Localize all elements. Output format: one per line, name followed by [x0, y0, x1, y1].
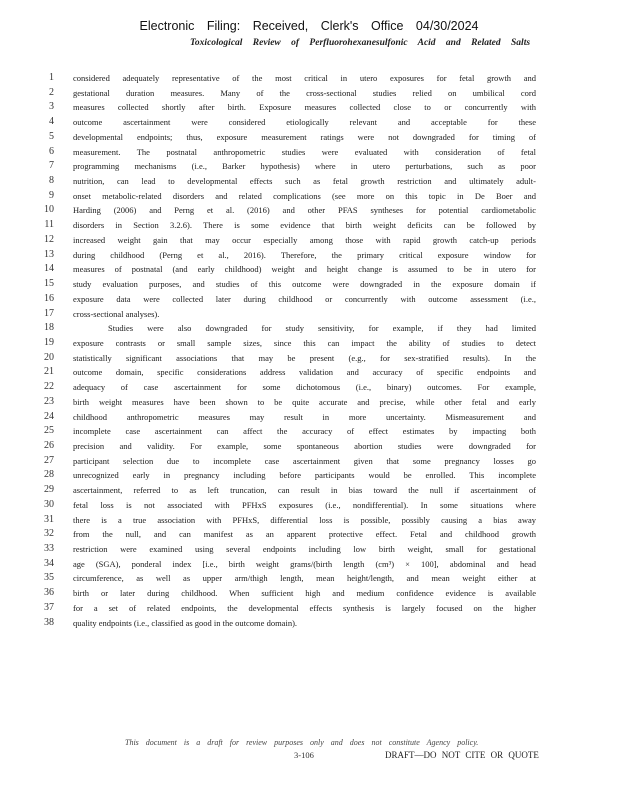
document-line	[0, 513, 618, 528]
line-text: nutrition, can lead to developmental effects such as fetal growth restriction and ultimately adult-	[73, 176, 536, 187]
line-text: measures collected shortly after birth. Exposure measures collected close to or concurrently with	[73, 102, 536, 113]
document-line	[0, 100, 618, 115]
filing-stamp: Electronic Filing: Received, Clerk's Office 04/30/2024	[139, 19, 479, 33]
line-text: birth weight measures have been shown to be quite accurate and precise, while other fetal and early	[73, 396, 536, 407]
document-line	[0, 527, 618, 542]
document-line	[0, 380, 618, 395]
line-text: childhood anthropometric measures may result in more uncertainty. Mismeasurement and	[73, 411, 536, 422]
line-text: measurement. The postnatal anthropometric studies were evaluated with consideration of fetal	[73, 146, 536, 157]
document-line	[0, 115, 618, 130]
line-number: 20	[44, 351, 54, 363]
line-text: circumference, as well as upper arm/thigh length, mean height/length, and mean weight either at	[73, 573, 536, 584]
line-number: 5	[49, 130, 54, 142]
line-text: Studies were also downgraded for study sensitivity, for example, if they had limited	[108, 323, 536, 334]
document-line	[0, 130, 618, 145]
line-text: exposure data were collected later during childhood or concurrently with outcome assessment (i.e.,	[73, 293, 536, 304]
line-text: adequacy of case ascertainment for some dichotomous (i.e., binary) outcomes. For example,	[73, 382, 536, 393]
line-text: birth or later during childhood. When sufficient high and medium confidence evidence is available	[73, 588, 536, 599]
document-line	[0, 203, 618, 218]
line-number: 8	[49, 175, 54, 187]
page-number: 3-106	[294, 750, 314, 760]
line-number: 18	[44, 322, 54, 334]
document-line	[0, 307, 618, 322]
document-line	[0, 145, 618, 160]
document-line	[0, 292, 618, 307]
line-number: 15	[44, 278, 54, 290]
document-line	[0, 159, 618, 174]
line-number: 29	[44, 484, 54, 496]
line-number: 22	[44, 381, 54, 393]
line-number: 27	[44, 454, 54, 466]
document-line	[0, 468, 618, 483]
line-number: 14	[44, 263, 54, 275]
document-line	[0, 233, 618, 248]
line-number: 34	[44, 557, 54, 569]
line-number: 16	[44, 292, 54, 304]
line-text: statistically significant associations that may be present (e.g., for sex-stratified results). In the	[73, 352, 536, 363]
line-text: cross-sectional analyses).	[73, 308, 160, 319]
line-text: from the null, and can manifest as an apparent protective effect. Fetal and childhood growth	[73, 529, 536, 540]
line-text: considered adequately representative of the most critical in utero exposures for fetal growth and	[73, 73, 536, 83]
document-line	[0, 321, 618, 336]
line-number: 19	[44, 336, 54, 348]
document-line	[0, 277, 618, 292]
line-number: 2	[49, 86, 54, 98]
document-line	[0, 439, 618, 454]
line-text: quality endpoints (i.e., classified as good in the outcome domain).	[73, 617, 298, 628]
line-text: precision and validity. For example, some spontaneous abortion studies were downgraded for	[73, 440, 536, 451]
document-line	[0, 351, 618, 366]
document-line	[0, 174, 618, 189]
line-text: incomplete case ascertainment can affect the accuracy of effect estimates by impacting both	[73, 426, 536, 437]
document-line	[0, 365, 618, 380]
line-text: study evaluation purposes, and studies of this outcome were downgraded in the exposure domain if	[73, 279, 536, 290]
line-number: 10	[44, 204, 54, 216]
line-text: onset metabolic-related disorders and related complications (see more on this topic in De Boer and	[73, 190, 536, 201]
document-line	[0, 86, 618, 101]
line-number: 28	[44, 469, 54, 481]
draft-notice: DRAFT—DO NOT CITE OR QUOTE	[385, 750, 539, 760]
document-line	[0, 601, 618, 616]
document-line	[0, 336, 618, 351]
line-text: restriction were examined using several endpoints including low birth weight, small for gestational	[73, 544, 536, 554]
line-text: gestational duration measures. Many of the cross-sectional studies relied on umbilical cord	[73, 87, 536, 98]
line-number: 25	[44, 425, 54, 437]
line-number: 26	[44, 439, 54, 451]
line-number: 21	[44, 366, 54, 378]
document-line	[0, 557, 618, 572]
line-text: ascertainment, referred to as left truncation, can result in bias toward the null if ascertainment of	[73, 485, 536, 496]
line-number: 36	[44, 587, 54, 599]
document-line	[0, 189, 618, 204]
line-number: 24	[44, 410, 54, 422]
line-text: disorders in Section 3.2.6). There is some evidence that birth weight deficits can be followed by	[73, 220, 536, 231]
line-text: outcome ascertainment were considered etiologically relevant and acceptable for these	[73, 117, 536, 128]
line-text: for a set of related endpoints, the developmental effects synthesis is largely focused on the higher	[73, 602, 536, 613]
document-line	[0, 616, 618, 631]
document-line	[0, 454, 618, 469]
document-line	[0, 395, 618, 410]
line-number: 12	[44, 233, 54, 245]
line-number: 6	[49, 145, 54, 157]
line-number: 11	[44, 219, 54, 231]
line-number: 30	[44, 498, 54, 510]
line-text: increased weight gain that may occur especially among those with rapid growth catch-up periods	[73, 234, 536, 245]
line-text: measures of postnatal (and early childhood) weight and height change is assumed to be in utero for	[73, 264, 536, 275]
line-text: during childhood (Perng et al., 2016). Therefore, the primary critical exposure window for	[73, 249, 536, 260]
line-text: exposure contrasts or small sample sizes, since this can impact the ability of studies to detect	[73, 337, 536, 348]
line-number: 9	[49, 189, 54, 201]
line-number: 23	[44, 395, 54, 407]
line-number: 13	[44, 248, 54, 260]
line-text: there is a true association with PFHxS, differential loss is possible, possibly causing a bias away	[73, 514, 536, 525]
document-line	[0, 542, 618, 557]
document-line	[0, 71, 618, 86]
line-number: 32	[44, 528, 54, 540]
document-line	[0, 410, 618, 425]
line-text: participant selection due to incomplete case ascertainment given that some pregnancy losses go	[73, 455, 536, 466]
document-body	[0, 71, 618, 630]
line-text: unrecognized early in pregnancy including before participants would be enrolled. This incomplete	[73, 470, 536, 481]
document-line	[0, 483, 618, 498]
line-number: 1	[49, 72, 54, 83]
line-number: 33	[44, 543, 54, 554]
line-text: age (SGA), ponderal index [i.e., birth weight grams/(birth length (cm³) × 100], abdominal and head	[73, 558, 536, 569]
running-head: Toxicological Review of Perfluorohexanesulfonic Acid and Related Salts	[190, 38, 531, 48]
document-line	[0, 586, 618, 601]
document-line	[0, 424, 618, 439]
line-number: 35	[44, 572, 54, 584]
document-line	[0, 218, 618, 233]
line-number: 31	[44, 513, 54, 525]
document-line	[0, 262, 618, 277]
draft-disclaimer: This document is a draft for review purposes only and does not constitute Agency policy.	[125, 738, 479, 747]
document-line	[0, 498, 618, 513]
line-text: fetal loss is not associated with PFHxS exposures (i.e., nondifferential). In some situations where	[73, 499, 536, 510]
line-text: programming mechanisms (i.e., Barker hypothesis) where in utero perturbations, such as poor	[73, 161, 536, 172]
line-number: 37	[44, 601, 54, 613]
line-text: developmental endpoints; thus, exposure measurement ratings were not downgraded for timing of	[73, 131, 536, 142]
line-number: 38	[44, 616, 54, 628]
line-number: 4	[49, 116, 54, 128]
document-line	[0, 571, 618, 586]
line-number: 3	[49, 101, 54, 113]
line-text: outcome domain, specific considerations address validation and accuracy of specific endpoints and	[73, 367, 536, 378]
line-text: Harding (2006) and Perng et al. (2016) and other PFAS syntheses for potential cardiometabolic	[73, 205, 536, 216]
line-number: 7	[49, 160, 54, 172]
document-line	[0, 248, 618, 263]
line-number: 17	[44, 307, 54, 319]
